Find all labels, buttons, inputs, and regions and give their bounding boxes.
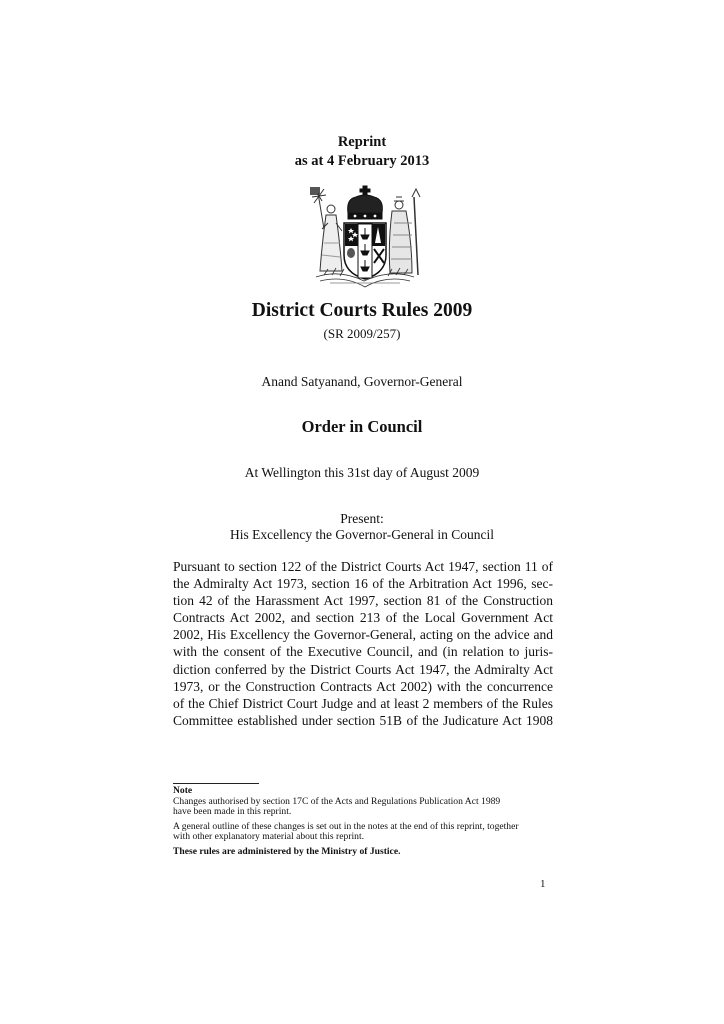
paragraph-line: tion 42 of the Harassment Act 1997, section 81 of the Construction bbox=[173, 593, 553, 609]
administered-by: These rules are administered by the Ministry of Justice. bbox=[173, 845, 401, 857]
order-heading: Order in Council bbox=[301, 417, 423, 436]
paragraph-line: 1973, or the Construction Contracts Act 2002) with the concurrence bbox=[173, 678, 553, 694]
place-and-date: At Wellington this 31st day of August 2009 bbox=[244, 465, 480, 480]
new-zealand-coat-of-arms-icon bbox=[300, 183, 430, 293]
reprint-note bbox=[173, 786, 558, 858]
note-line: Changes authorised by section 17C of the Acts and Regulations Publication Act 1989 bbox=[173, 795, 501, 807]
reprint-label: Reprint bbox=[337, 134, 387, 150]
paragraph-line: Pursuant to section 122 of the District Courts Act 1947, section 11 of bbox=[173, 559, 553, 574]
present-text: His Excellency the Governor-General in Council bbox=[229, 527, 494, 542]
document-title: District Courts Rules 2009 bbox=[251, 300, 473, 321]
present-label: Present: bbox=[340, 511, 384, 526]
paragraph-line: the Admiralty Act 1973, section 16 of the Arbitration Act 1996, sec- bbox=[173, 576, 553, 592]
reprint-header bbox=[0, 133, 724, 171]
note-line: with other explanatory material about this reprint. bbox=[173, 831, 365, 843]
statutory-reference: (SR 2009/257) bbox=[323, 326, 401, 341]
note-heading: Note bbox=[173, 785, 193, 796]
enacting-paragraph bbox=[173, 558, 553, 729]
paragraph-line: of the Chief District Court Judge and at least 2 members of the Rules bbox=[173, 695, 553, 711]
chief-figure bbox=[389, 189, 420, 275]
note-line: A general outline of these changes is set out in the notes at the end of this reprint, together bbox=[173, 820, 519, 832]
paragraph-line: Contracts Act 2002, and section 213 of the Local Government Act bbox=[173, 610, 553, 626]
present-block bbox=[0, 511, 724, 543]
note-line: have been made in this reprint. bbox=[173, 806, 292, 818]
paragraph-line: 2002, His Excellency the Governor-General, acting on the advice and bbox=[173, 627, 553, 643]
shield bbox=[344, 223, 386, 279]
crown bbox=[348, 186, 383, 219]
paragraph-line: diction conferred by the District Courts Act 1947, the Admiralty Act bbox=[173, 661, 553, 677]
governor-general-signature: Anand Satyanand, Governor-General bbox=[261, 374, 463, 389]
zealandia-figure bbox=[310, 187, 342, 271]
page-number: 1 bbox=[540, 878, 546, 890]
paragraph-line: with the consent of the Executive Council, and (in relation to juris- bbox=[173, 644, 553, 660]
reprint-date: as at 4 February 2013 bbox=[294, 153, 430, 169]
footnote-rule bbox=[173, 783, 259, 784]
paragraph-line: Committee established under section 51B of the Judicature Act 1908 bbox=[173, 712, 553, 728]
